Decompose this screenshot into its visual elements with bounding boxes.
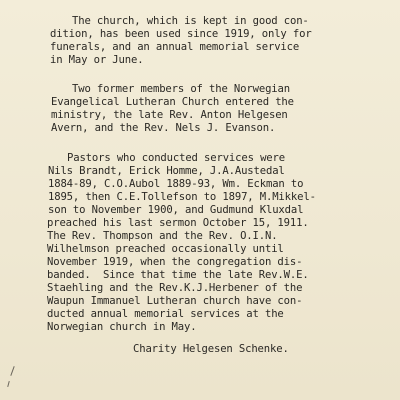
text-line: Nils Brandt, Erick Homme, J.A.Austedal	[48, 165, 285, 177]
text-line: ducted annual memorial services at the	[47, 308, 284, 320]
margin-mark	[10, 366, 14, 376]
text-line: 1884-89, C.O.Aubol 1889-93, Wm. Eckman to	[48, 178, 304, 190]
text-line: in May or June.	[50, 54, 144, 66]
text-line: ministry, the late Rev. Anton Helgesen	[51, 109, 288, 121]
margin-mark	[7, 381, 10, 387]
text-line: Avern, and the Rev. Nels J. Evanson.	[51, 122, 276, 134]
text-line: Norwegian church in May.	[47, 321, 197, 333]
text-line: The church, which is kept in good con-	[72, 15, 309, 27]
text-line: The Rev. Thompson and the Rev. O.I.N.	[47, 230, 278, 242]
text-line: banded. Since that time the late Rev.W.E.	[47, 269, 309, 281]
text-line: Staehling and the Rev.K.J.Herbener of the	[47, 282, 303, 294]
signature-line: Charity Helgesen Schenke.	[133, 343, 289, 355]
text-line: November 1919, when the congregation dis-	[47, 256, 303, 268]
text-line: 1895, then C.E.Tollefson to 1897, M.Mikkel-	[48, 191, 316, 203]
text-line: funerals, and an annual memorial service	[50, 41, 300, 53]
text-line: Pastors who conducted services were	[67, 152, 285, 164]
text-line: son to November 1900, and Gudmund Kluxdal	[48, 204, 304, 216]
text-line: dition, has been used since 1919, only for	[50, 28, 312, 40]
text-line: Evangelical Lutheran Church entered the	[51, 96, 294, 108]
text-line: Two former members of the Norwegian	[72, 83, 290, 95]
text-line: Wilhelmson preached occasionally until	[47, 243, 284, 255]
text-line: Waupun Immanuel Lutheran church have con-	[47, 295, 303, 307]
text-line: preached his last sermon October 15, 1911.	[47, 217, 309, 229]
